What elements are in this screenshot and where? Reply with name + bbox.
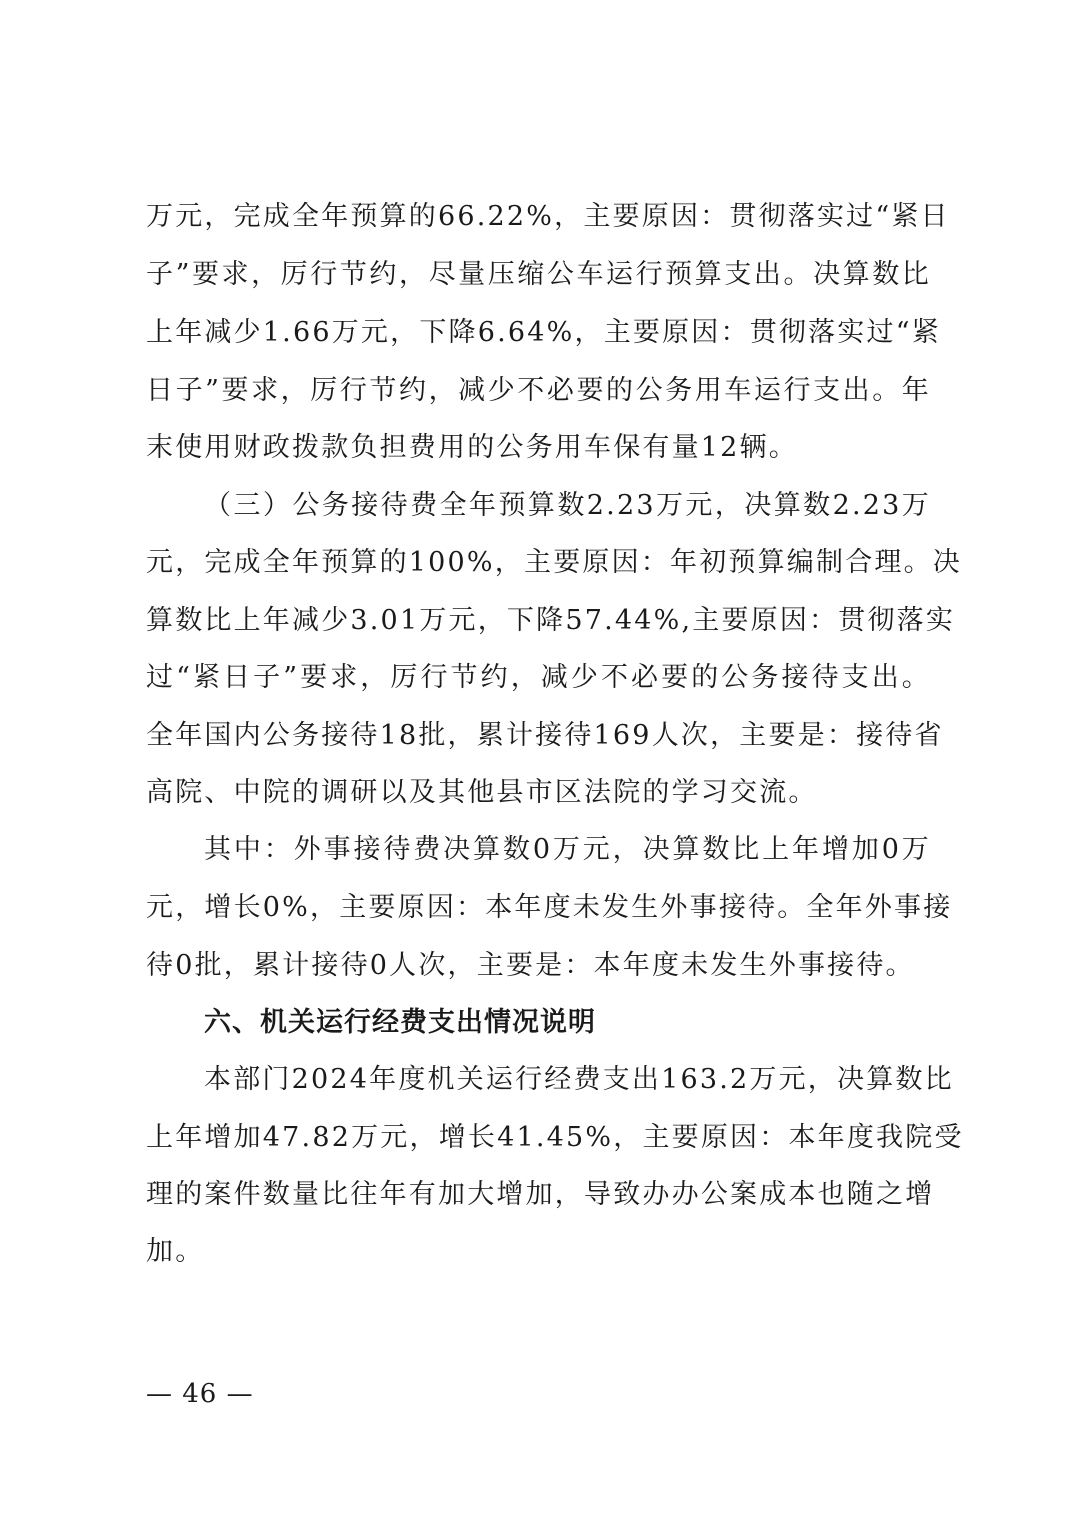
paragraph-4-line-3: 理的案件数量比往年有加大增加，导致办办公案成本也随之增: [146, 1179, 935, 1210]
paragraph-2-line-6: 高院、中院的调研以及其他县市区法院的学习交流。: [146, 777, 818, 808]
paragraph-2-line-5: 全年国内公务接待18批，累计接待169人次，主要是：接待省: [146, 720, 944, 751]
paragraph-1-line-4: 日子”要求，厉行节约，减少不必要的公务用车运行支出。年: [146, 375, 931, 406]
paragraph-2-line-3: 算数比上年减少3.01万元，下降57.44%,主要原因：贯彻落实: [146, 605, 956, 636]
paragraph-3-line-1: 其中：外事接待费决算数0万元，决算数比上年增加0万: [204, 834, 931, 865]
page-number: — 46 —: [146, 1379, 254, 1409]
paragraph-1-line-1: 万元，完成全年预算的66.22%，主要原因：贯彻落实过“紧日: [146, 201, 950, 232]
paragraph-4-line-1: 本部门2024年度机关运行经费支出163.2万元，决算数比: [204, 1064, 954, 1095]
paragraph-1-line-3: 上年减少1.66万元，下降6.64%，主要原因：贯彻落实过“紧: [146, 317, 941, 348]
paragraph-2-line-2: 元，完成全年预算的100%，主要原因：年初预算编制合理。决: [146, 547, 962, 578]
section-heading-6: 六、机关运行经费支出情况说明: [204, 1007, 596, 1038]
paragraph-3-line-3: 待0批，累计接待0人次，主要是：本年度未发生外事接待。: [146, 950, 915, 981]
paragraph-3-line-2: 元，增长0%，主要原因：本年度未发生外事接待。全年外事接: [146, 892, 953, 923]
paragraph-2-line-1: （三）公务接待费全年预算数2.23万元，决算数2.23万: [204, 490, 931, 521]
paragraph-1-line-5: 末使用财政拨款负担费用的公务用车保有量12辆。: [146, 432, 798, 463]
paragraph-4-line-4: 加。: [146, 1236, 205, 1267]
paragraph-2-line-4: 过“紧日子”要求，厉行节约，减少不必要的公务接待支出。: [146, 662, 931, 693]
paragraph-4-line-2: 上年增加47.82万元，增长41.45%，主要原因：本年度我院受: [146, 1122, 964, 1153]
paragraph-1-line-2: 子”要求，厉行节约，尽量压缩公车运行预算支出。决算数比: [146, 259, 931, 290]
